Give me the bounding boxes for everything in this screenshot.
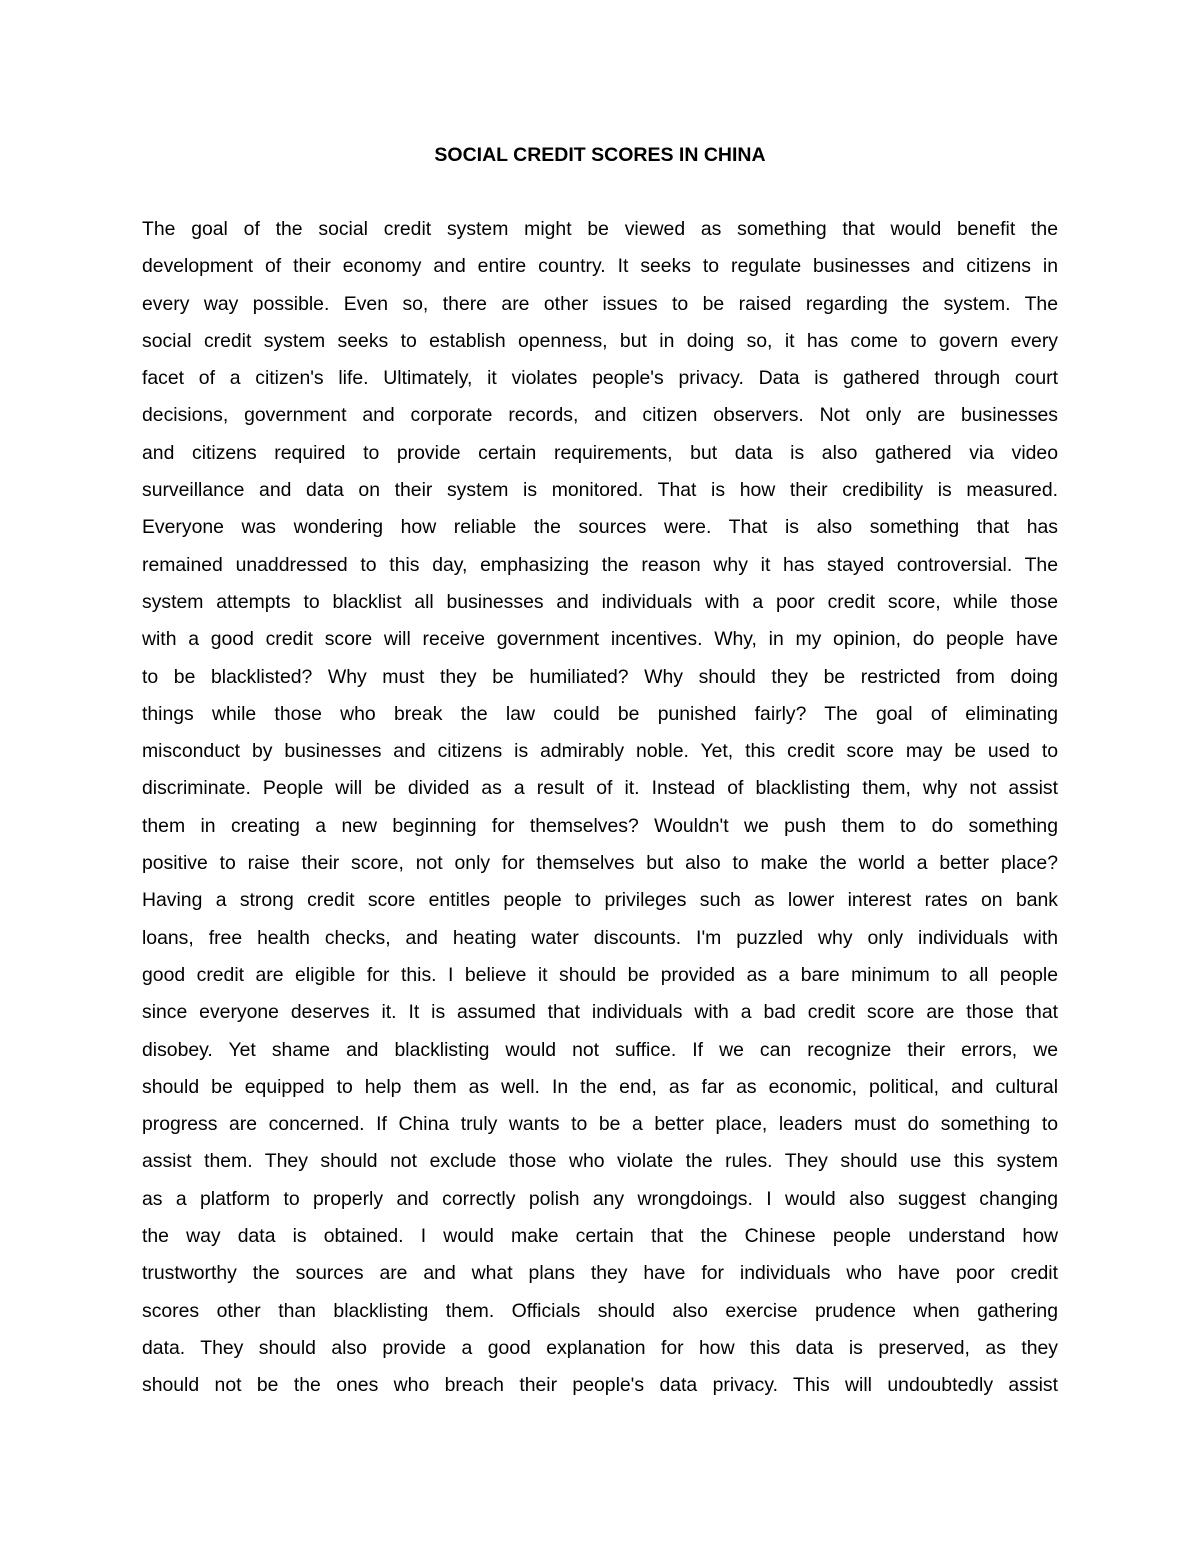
text-line: trustworthy the sources are and what plans they have for individuals who have poor credit	[142, 1262, 1058, 1285]
text-line: good credit are eligible for this. I believe it should be provided as a bare minimum to all people	[142, 963, 1058, 986]
text-line: progress are concerned. If China truly wants to be a better place, leaders must do something to	[142, 1113, 1058, 1136]
text-line: as a platform to properly and correctly polish any wrongdoings. I would also suggest changing	[142, 1187, 1058, 1210]
text-line: discriminate. People will be divided as a result of it. Instead of blacklisting them, why not assist	[142, 777, 1058, 800]
text-line: should not be the ones who breach their people's data privacy. This will undoubtedly assist	[142, 1374, 1058, 1397]
text-line: scores other than blacklisting them. Officials should also exercise prudence when gathering	[142, 1299, 1058, 1322]
text-line: facet of a citizen's life. Ultimately, it violates people's privacy. Data is gathered through court	[142, 367, 1058, 390]
text-line: misconduct by businesses and citizens is admirably noble. Yet, this credit score may be used to	[142, 740, 1058, 763]
text-line: things while those who break the law could be punished fairly? The goal of eliminating	[142, 702, 1058, 725]
text-line: positive to raise their score, not only for themselves but also to make the world a better place?	[142, 852, 1058, 875]
text-line: data. They should also provide a good explanation for how this data is preserved, as they	[142, 1336, 1058, 1359]
text-line: since everyone deserves it. It is assumed that individuals with a bad credit score are those that	[142, 1001, 1058, 1024]
text-line: them in creating a new beginning for themselves? Wouldn't we push them to do something	[142, 814, 1058, 837]
text-line: system attempts to blacklist all businesses and individuals with a poor credit score, while those	[142, 590, 1058, 613]
text-line: social credit system seeks to establish openness, but in doing so, it has come to govern every	[142, 329, 1058, 352]
text-line: should be equipped to help them as well. In the end, as far as economic, political, and cultural	[142, 1075, 1058, 1098]
text-line: The goal of the social credit system might be viewed as something that would benefit the	[142, 218, 1058, 240]
text-line: remained unaddressed to this day, emphasizing the reason why it has stayed controversial. The	[142, 553, 1058, 576]
text-line: and citizens required to provide certain requirements, but data is also gathered via video	[142, 441, 1058, 464]
text-line: to be blacklisted? Why must they be humiliated? Why should they be restricted from doing	[142, 665, 1058, 688]
body-paragraph	[142, 211, 1058, 1405]
text-line: surveillance and data on their system is monitored. That is how their credibility is measured.	[142, 479, 1058, 502]
text-line: development of their economy and entire country. It seeks to regulate businesses and citizens in	[142, 255, 1058, 278]
page-title: SOCIAL CREDIT SCORES IN CHINA	[434, 144, 766, 166]
text-line: assist them. They should not exclude those who violate the rules. They should use this system	[142, 1150, 1058, 1173]
text-line: with a good credit score will receive government incentives. Why, in my opinion, do people have	[142, 628, 1058, 651]
text-line: disobey. Yet shame and blacklisting would not suffice. If we can recognize their errors, we	[142, 1038, 1058, 1061]
text-line: decisions, government and corporate records, and citizen observers. Not only are businesses	[142, 404, 1058, 427]
text-line: Having a strong credit score entitles people to privileges such as lower interest rates on bank	[142, 889, 1058, 912]
text-line: every way possible. Even so, there are other issues to be raised regarding the system. The	[142, 292, 1058, 315]
text-line: loans, free health checks, and heating water discounts. I'm puzzled why only individuals with	[142, 926, 1058, 949]
text-line: the way data is obtained. I would make certain that the Chinese people understand how	[142, 1225, 1058, 1248]
text-line: Everyone was wondering how reliable the sources were. That is also something that has	[142, 516, 1058, 539]
